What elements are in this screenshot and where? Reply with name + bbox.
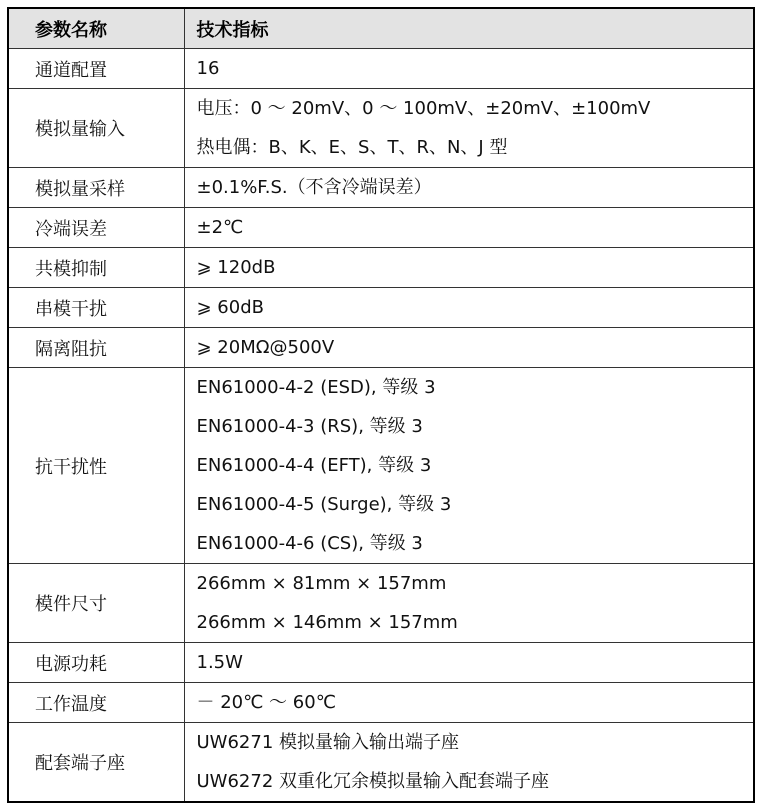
- param-value-cell: [184, 328, 754, 368]
- param-value-cell: [184, 49, 754, 89]
- param-value-line: ⩾ 60dB: [196, 297, 264, 318]
- spec-row: [8, 168, 754, 208]
- param-value-cell: [184, 89, 754, 168]
- param-name: 模件尺寸: [8, 564, 184, 643]
- param-value-line: ⩾ 120dB: [196, 257, 276, 278]
- param-value-line: EN61000-4-3 (RS), 等级 3: [196, 416, 423, 437]
- spec-row: [8, 248, 754, 288]
- spec-row: [8, 49, 754, 89]
- spec-row: [8, 288, 754, 328]
- param-value-cell: [184, 723, 754, 803]
- param-name: 冷端误差: [8, 208, 184, 248]
- param-name: 模拟量采样: [8, 168, 184, 208]
- param-name: 模拟量输入: [8, 89, 184, 168]
- spec-table: [7, 7, 755, 803]
- param-value-line: UW6272 双重化冗余模拟量输入配套端子座: [196, 771, 550, 792]
- spec-row: [8, 564, 754, 643]
- param-value-line: 266mm × 146mm × 157mm: [196, 612, 458, 633]
- param-value-line: 1.5W: [196, 652, 243, 673]
- param-name: 配套端子座: [8, 723, 184, 803]
- spec-row: [8, 328, 754, 368]
- param-value-line: EN61000-4-4 (EFT), 等级 3: [196, 455, 432, 476]
- param-name: 抗干扰性: [8, 368, 184, 564]
- param-name: 工作温度: [8, 683, 184, 723]
- param-value-cell: [184, 168, 754, 208]
- param-value-line: － 20℃ ～ 60℃: [196, 692, 336, 713]
- param-value-line: EN61000-4-6 (CS), 等级 3: [196, 533, 423, 554]
- param-value-line: ±2℃: [196, 217, 244, 238]
- param-value-cell: [184, 248, 754, 288]
- param-value-line: 16: [196, 58, 220, 79]
- param-name: 通道配置: [8, 49, 184, 89]
- param-value-cell: [184, 683, 754, 723]
- param-name: 串模干扰: [8, 288, 184, 328]
- param-value-line: UW6271 模拟量输入输出端子座: [196, 732, 460, 753]
- header-row: [8, 8, 754, 49]
- param-value-line: ±0.1%F.S.（不含冷端误差）: [196, 177, 432, 198]
- spec-row: [8, 89, 754, 168]
- spec-row: [8, 368, 754, 564]
- param-value-cell: [184, 368, 754, 564]
- param-value-cell: [184, 288, 754, 328]
- param-value-cell: [184, 208, 754, 248]
- param-name: 电源功耗: [8, 643, 184, 683]
- header-param-name: 参数名称: [8, 8, 184, 49]
- param-value-line: 电压：0 ～ 20mV、0 ～ 100mV、±20mV、±100mV: [196, 98, 651, 119]
- spec-row: [8, 723, 754, 803]
- param-value-line: EN61000-4-5 (Surge), 等级 3: [196, 494, 452, 515]
- spec-row: [8, 683, 754, 723]
- param-name: 隔离阻抗: [8, 328, 184, 368]
- param-value-line: 266mm × 81mm × 157mm: [196, 573, 447, 594]
- param-value-cell: [184, 643, 754, 683]
- spec-row: [8, 643, 754, 683]
- param-name: 共模抑制: [8, 248, 184, 288]
- param-value-line: 热电偶：B、K、E、S、T、R、N、J 型: [196, 137, 508, 158]
- header-spec: 技术指标: [184, 8, 754, 49]
- spec-row: [8, 208, 754, 248]
- param-value-line: ⩾ 20MΩ@500V: [196, 337, 335, 358]
- param-value-cell: [184, 564, 754, 643]
- param-value-line: EN61000-4-2 (ESD), 等级 3: [196, 377, 436, 398]
